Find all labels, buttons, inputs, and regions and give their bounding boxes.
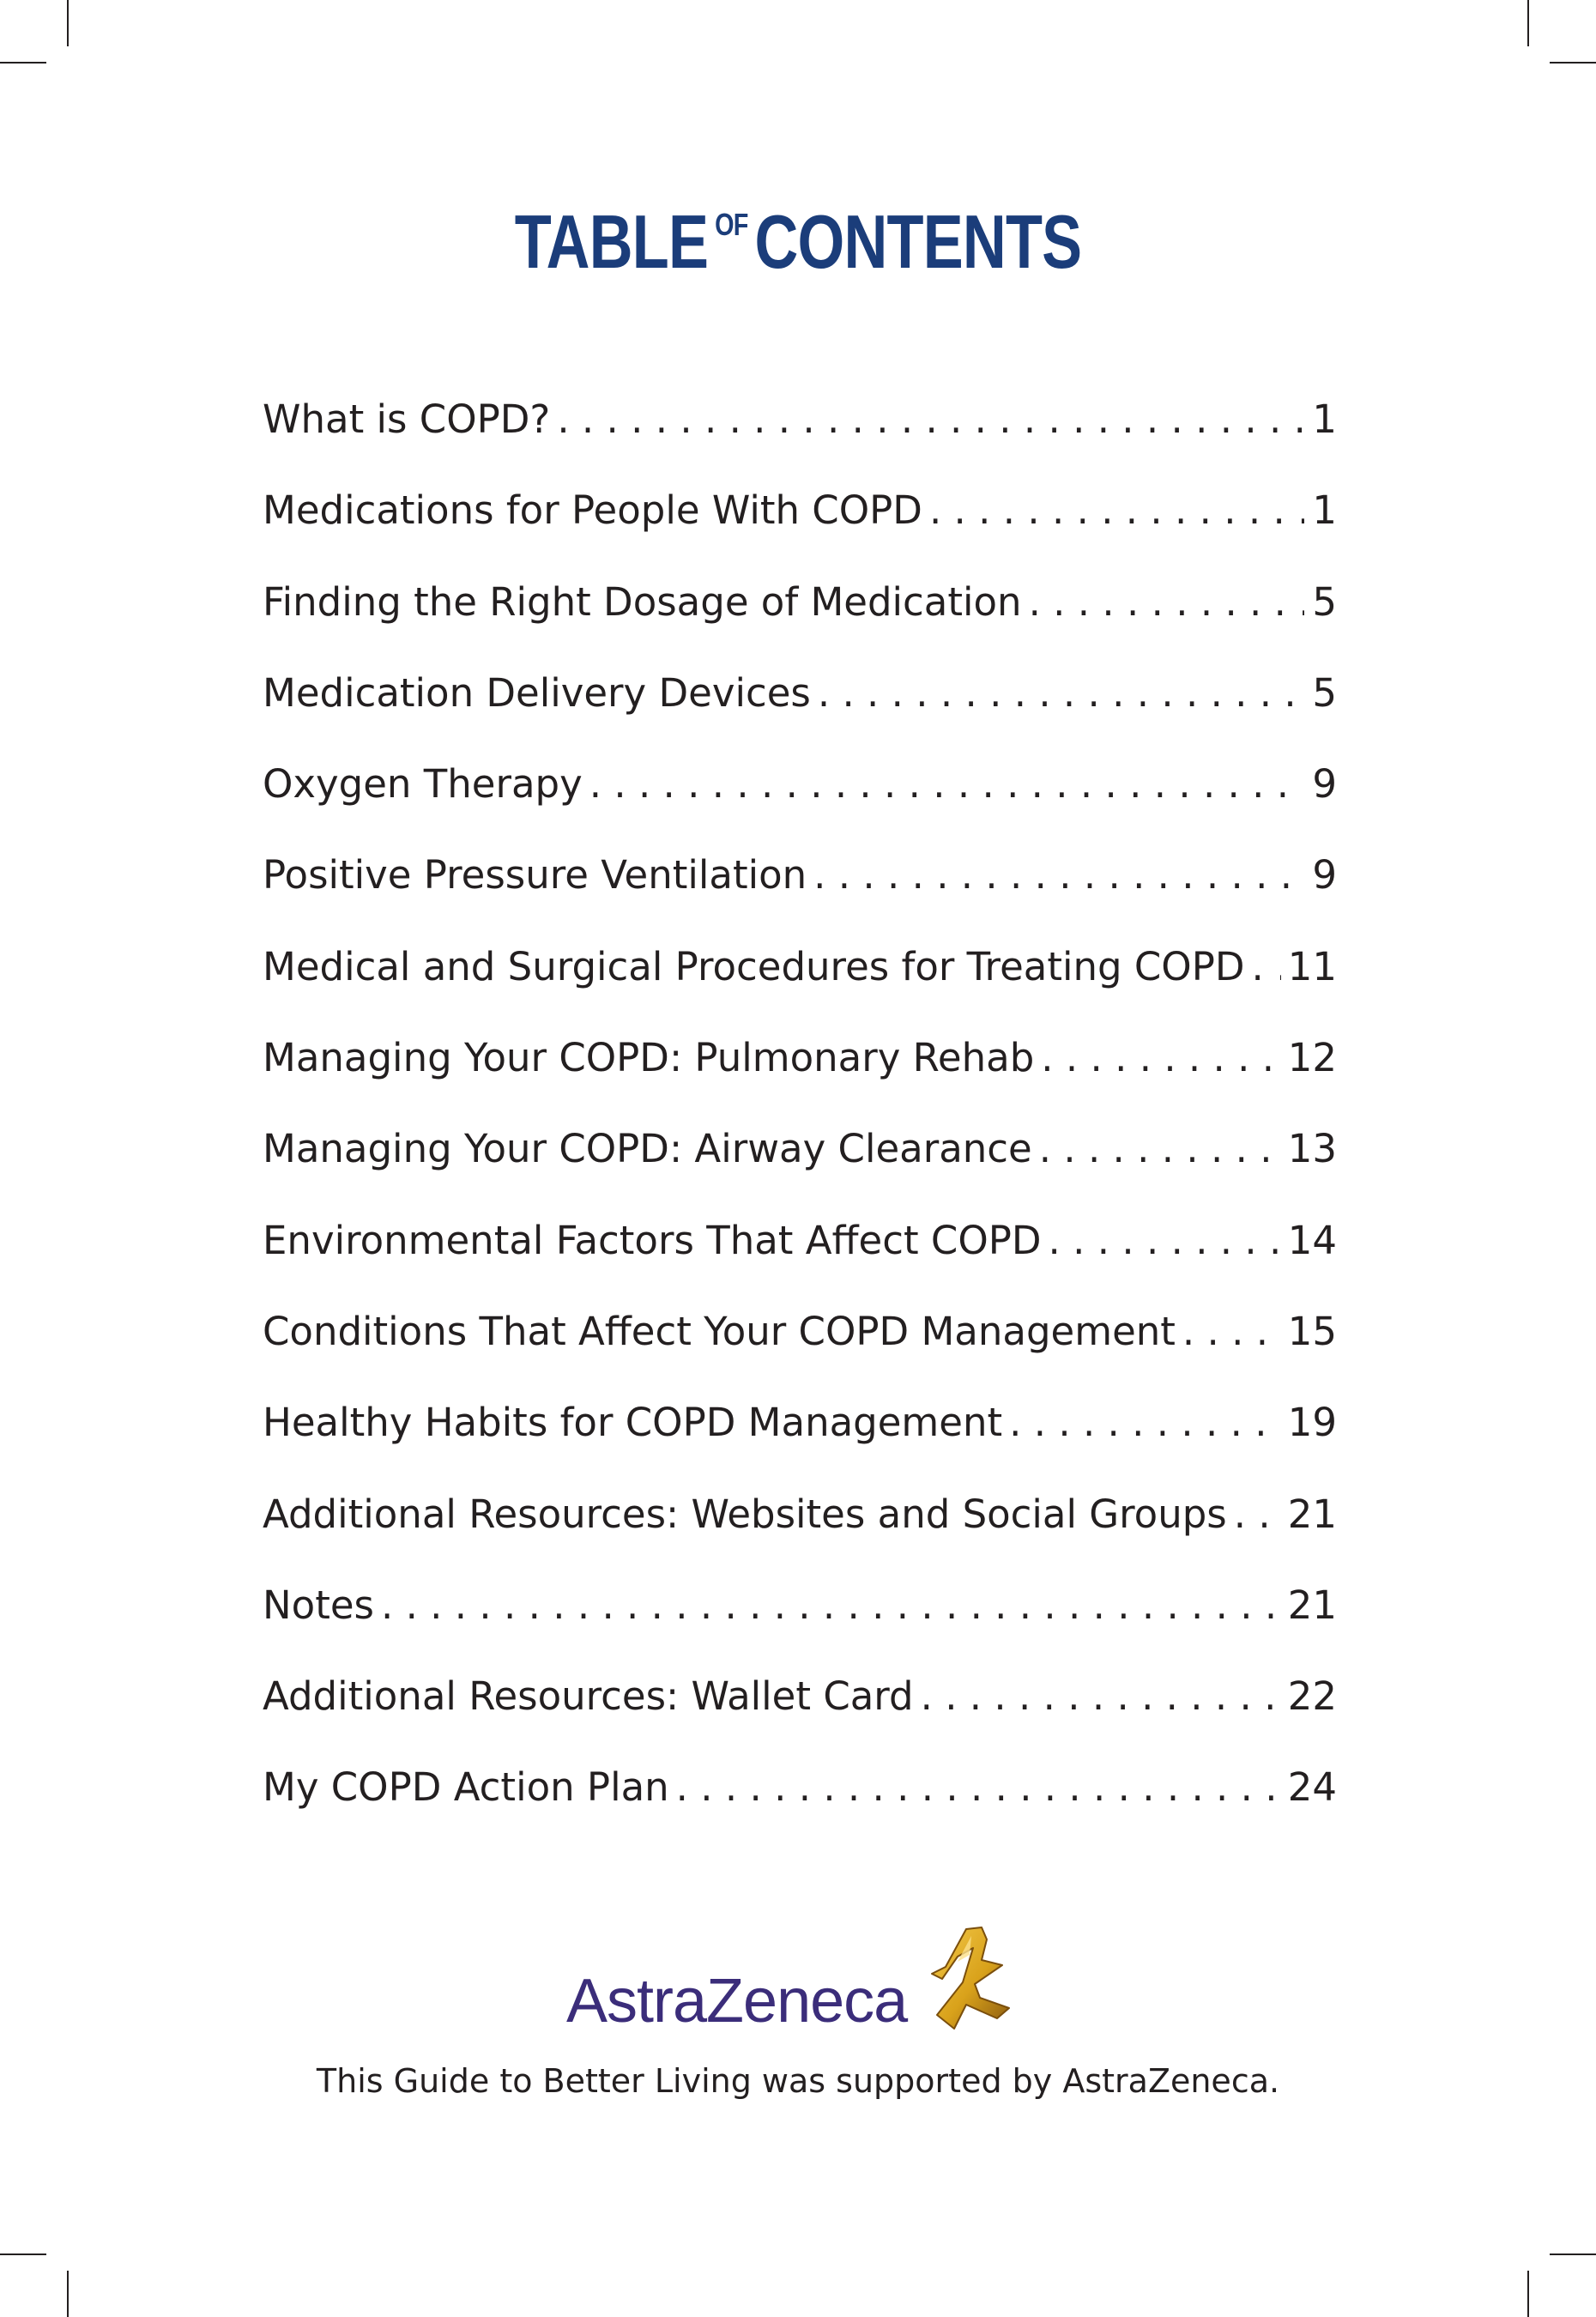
toc-dot-leader — [1029, 583, 1304, 621]
toc-entry[interactable] — [263, 1491, 1349, 1586]
toc-entry-page-number: 21 — [1287, 1582, 1337, 1628]
toc-entry[interactable] — [263, 1308, 1349, 1403]
toc-dot-leader — [1252, 947, 1281, 986]
toc-entry[interactable] — [263, 1400, 1349, 1494]
page-title — [160, 199, 1436, 284]
astrazeneca-logo — [566, 1922, 1030, 2042]
toc-entry-title: Additional Resources: Wallet Card — [263, 1673, 914, 1720]
sponsor-caption: This Guide to Better Living was supported by AstraZeneca. — [316, 2062, 1280, 2100]
toc-entry-title: Medical and Surgical Procedures for Treating COPD — [263, 943, 1245, 989]
toc-dot-leader — [1041, 1038, 1280, 1077]
toc-dot-leader — [676, 1768, 1281, 1806]
toc-entry-page-number: 21 — [1287, 1491, 1337, 1537]
crop-mark-bottom-right-horizontal — [1550, 2253, 1596, 2255]
toc-entry-page-number: 1 — [1312, 487, 1337, 534]
toc-dot-leader — [1049, 1221, 1281, 1260]
page-title-of: OF — [715, 207, 748, 242]
toc-dot-leader — [921, 1677, 1281, 1715]
toc-entry-page-number: 9 — [1312, 761, 1337, 808]
toc-entry-page-number: 9 — [1312, 852, 1337, 898]
toc-entry[interactable] — [263, 1764, 1349, 1859]
toc-dot-leader — [557, 400, 1304, 439]
toc-entry[interactable] — [263, 1673, 1349, 1768]
toc-entry-title: Managing Your COPD: Pulmonary Rehab — [263, 1035, 1035, 1081]
toc-entry-page-number: 11 — [1287, 943, 1337, 989]
crop-mark-top-right-vertical — [1527, 0, 1529, 46]
toc-entry-title: Positive Pressure Ventilation — [263, 852, 807, 898]
toc-entry-page-number: 22 — [1287, 1673, 1337, 1720]
crop-mark-bottom-right-vertical — [1527, 2271, 1529, 2317]
crop-mark-bottom-left-horizontal — [0, 2253, 46, 2255]
toc-entry[interactable] — [263, 1217, 1349, 1312]
toc-entry[interactable] — [263, 852, 1349, 947]
toc-entry-page-number: 5 — [1312, 578, 1337, 625]
toc-entry[interactable] — [263, 943, 1349, 1038]
toc-entry-title: What is COPD? — [263, 396, 551, 442]
toc-entry-page-number: 1 — [1312, 396, 1337, 442]
toc-entry-title: Notes — [263, 1582, 374, 1628]
crop-mark-top-left-horizontal — [0, 62, 46, 64]
toc-entry-page-number: 19 — [1287, 1400, 1337, 1446]
toc-entry-title: Medications for People With COPD — [263, 487, 922, 534]
toc-entry-title: Healthy Habits for COPD Management — [263, 1400, 1003, 1446]
page-title-part2: CONTENTS — [754, 199, 1082, 284]
toc-entry-title: Managing Your COPD: Airway Clearance — [263, 1126, 1032, 1172]
toc-entry-title: Finding the Right Dosage of Medication — [263, 578, 1022, 625]
logo-wordmark: AstraZeneca — [566, 1967, 908, 2036]
page-title-part1: TABLE — [514, 199, 709, 284]
toc-entry-title: Additional Resources: Websites and Social Groups — [263, 1491, 1227, 1537]
toc-entry[interactable] — [263, 1126, 1349, 1220]
toc-dot-leader — [589, 765, 1304, 803]
toc-entry-page-number: 24 — [1287, 1764, 1337, 1811]
crop-mark-bottom-left-vertical — [67, 2271, 69, 2317]
toc-entry-page-number: 13 — [1287, 1126, 1337, 1172]
toc-entry-title: Oxygen Therapy — [263, 761, 583, 808]
toc-entry-page-number: 14 — [1287, 1217, 1337, 1263]
toc-entry[interactable] — [263, 578, 1349, 674]
toc-dot-leader — [1234, 1495, 1281, 1534]
toc-dot-leader — [1182, 1312, 1281, 1351]
toc-entry[interactable] — [263, 1582, 1349, 1677]
toc-entry-page-number: 15 — [1287, 1308, 1337, 1354]
toc-entry[interactable] — [263, 761, 1349, 856]
table-of-contents — [263, 396, 1349, 1860]
toc-entry-page-number: 5 — [1312, 669, 1337, 716]
toc-dot-leader — [1009, 1403, 1281, 1442]
toc-entry[interactable] — [263, 396, 1349, 491]
crop-mark-top-left-vertical — [67, 0, 69, 46]
toc-entry[interactable] — [263, 487, 1349, 582]
toc-dot-leader — [381, 1586, 1281, 1624]
toc-dot-leader — [813, 856, 1304, 894]
toc-dot-leader — [818, 674, 1304, 712]
toc-entry-page-number: 12 — [1287, 1035, 1337, 1081]
toc-entry-title: Conditions That Affect Your COPD Management — [263, 1308, 1176, 1354]
toc-entry[interactable] — [263, 669, 1349, 765]
toc-entry-title: Environmental Factors That Affect COPD — [263, 1217, 1042, 1263]
toc-dot-leader — [929, 491, 1304, 529]
toc-entry-title: My COPD Action Plan — [263, 1764, 669, 1811]
toc-entry-title: Medication Delivery Devices — [263, 669, 811, 716]
crop-mark-top-right-horizontal — [1550, 62, 1596, 64]
toc-entry[interactable] — [263, 1035, 1349, 1129]
toc-dot-leader — [1039, 1129, 1281, 1168]
astrazeneca-symbol-icon — [920, 1922, 1014, 2034]
